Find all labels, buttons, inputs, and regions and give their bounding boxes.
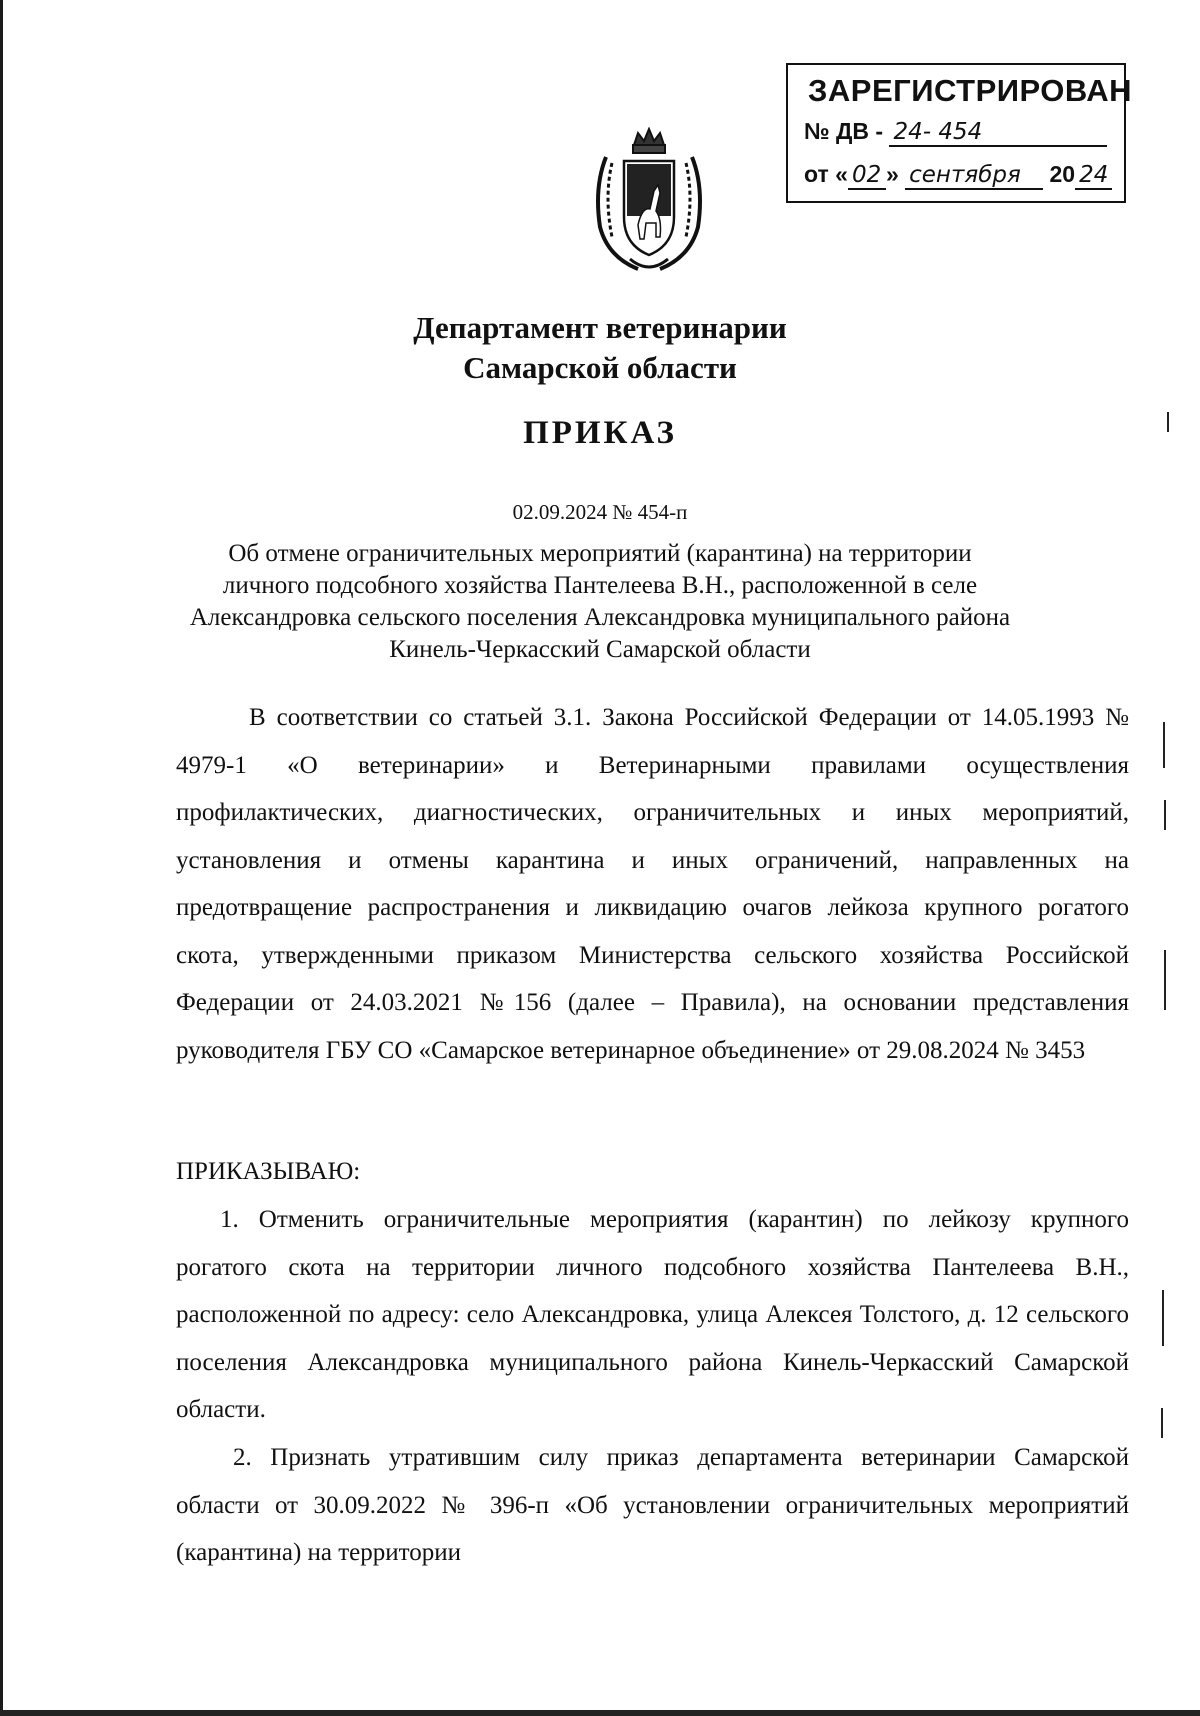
- stamp-date-prefix: от «: [804, 161, 848, 187]
- order-item-2: 2. Признать утратившим силу приказ департамента ветеринарии Самарской области от 30.09.2022 № 396-п «Об установлении ограничительных мероприятий (карантина) на территории: [176, 1444, 1129, 1566]
- subject-line-2: личного подсобного хозяйства Пантелеева В.Н., расположенной в селе: [222, 572, 978, 599]
- scan-bottom-edge: [0, 1710, 1200, 1716]
- stamp-day-handwritten: 02: [848, 162, 886, 190]
- stamp-number-handwritten: 24- 454: [889, 119, 1107, 147]
- scan-mark: [1162, 1290, 1164, 1346]
- order-word: ПРИКАЗЫВАЮ:: [176, 1158, 361, 1185]
- scan-mark: [1163, 722, 1165, 768]
- scan-left-edge: [0, 0, 3, 1716]
- subject-line-1: Об отмене ограничительных мероприятий (карантина) на территории: [228, 540, 972, 567]
- stamp-number-prefix: № ДВ -: [804, 118, 884, 144]
- stamp-number: [804, 118, 1107, 147]
- stamp-year-prefix: 20: [1049, 161, 1076, 187]
- registration-stamp: [786, 63, 1133, 203]
- document-type: ПРИКАЗ: [523, 415, 677, 451]
- scan-mark: [1164, 950, 1166, 1010]
- stamp-title: ЗАРЕГИСТРИРОВАН: [808, 73, 1133, 108]
- subject-line-3: Александровка сельского поселения Александровка муниципального района: [189, 604, 1011, 631]
- scan-mark: [1161, 1408, 1163, 1438]
- stamp-month-handwritten: сентября: [905, 162, 1043, 190]
- department-line-1: Департамент ветеринарии: [413, 310, 787, 345]
- preamble-paragraph: В соответствии со статьей 3.1. Закона Российской Федерации от 14.05.1993 № 4979-1 «О ветеринарии» и Ветеринарными правилами осуществления профилактических, диагностических, ограничительных и иных мероприятий, установления и отмены карантина и иных ограничений, направленных на предотвращение распространения и ликвидацию очагов лейкоза крупного рогатого скота, утвержденными приказом Министерства сельского хозяйства Российской Федерации от 24.03.2021 №156 (далее – Правила), на основании представления руководителя ГБУ СО «Самарское ветеринарное объединение» от 29.08.2024 № 3453: [176, 704, 1129, 1064]
- subject-line-4: Кинель-Черкасский Самарской области: [389, 636, 811, 663]
- order-date-number: 02.09.2024 № 454-п: [512, 500, 688, 524]
- department-line-2: Самарской области: [463, 350, 737, 385]
- order-subject: [0, 538, 1200, 666]
- order-item-1: 1. Отменить ограничительные мероприятия (карантин) по лейкозу крупного рогатого скота на территории личного подсобного хозяйства Пантелеева В.Н., расположенной по адресу: село Александровка, улица Алексея Толстого, д. 12 сельского поселения Александровка муниципального района Кинель-Черкасский Самарской области.: [176, 1206, 1129, 1423]
- samara-coat-of-arms-icon: [586, 127, 712, 277]
- stamp-date: [804, 161, 1112, 190]
- department-name: [0, 308, 1200, 388]
- scan-mark: [1164, 800, 1166, 830]
- stamp-year-handwritten: 24: [1075, 162, 1112, 190]
- stamp-date-mid: »: [885, 161, 899, 187]
